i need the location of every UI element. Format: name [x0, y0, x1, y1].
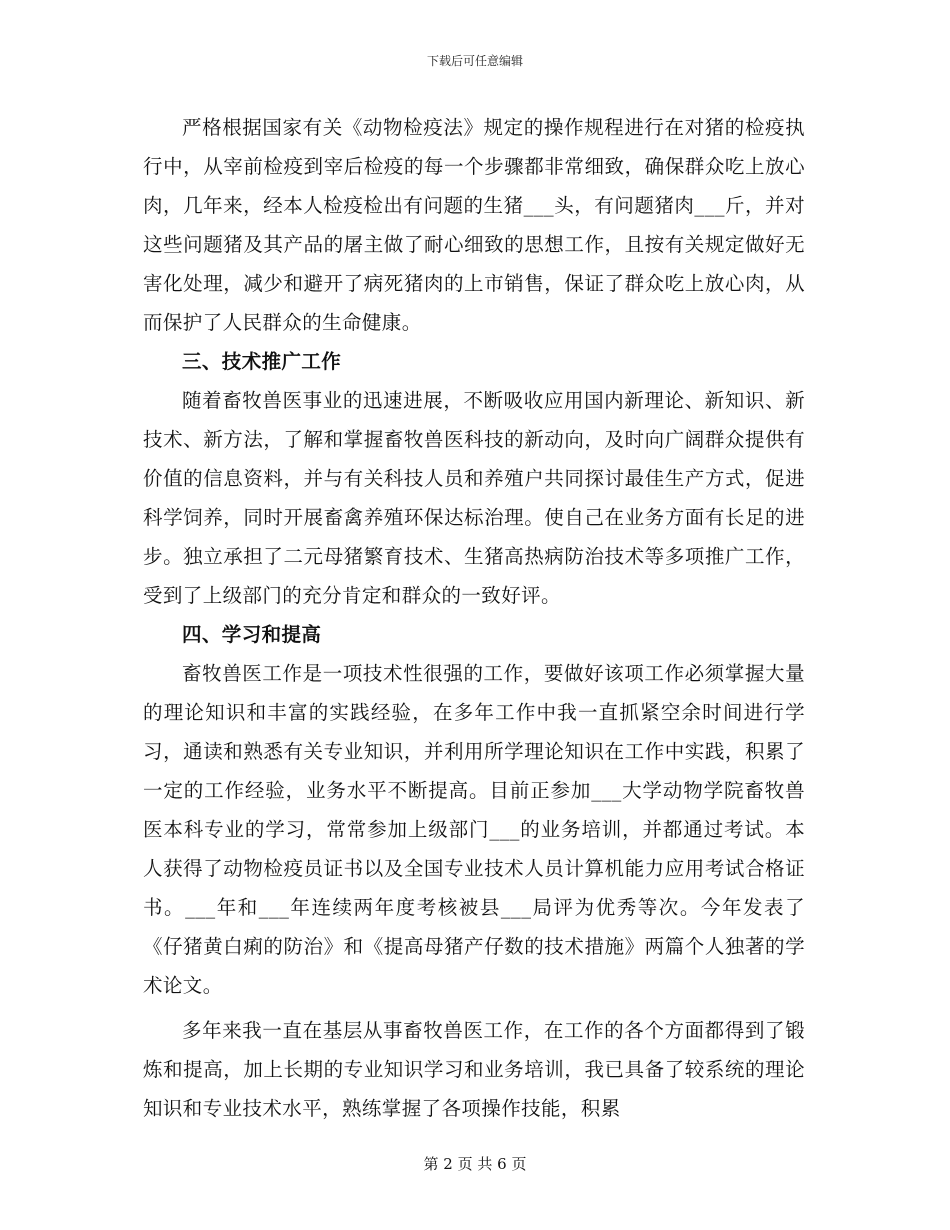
section-heading-study: 四、学习和提高: [182, 623, 322, 646]
paragraph-summary: 多年来我一直在基层从事畜牧兽医工作，在工作的各个方面都得到了锻炼和提高，加上长期的专业知识学习和业务培训，我已具备了较系统的理论知识和专业技术水平，熟练掌握了各项操作技能，积累: [143, 1019, 805, 1120]
section-heading-tech-promotion: 三、技术推广工作: [182, 350, 342, 373]
page-footer: 第 2 页 共 6 页: [423, 1155, 527, 1173]
page-header: 下载后可任意编辑: [426, 54, 523, 68]
paragraph-quarantine: 严格根据国家有关《动物检疫法》规定的操作规程进行在对猪的检疫执行中，从宰前检疫到宰后检疫的每一个步骤都非常细致，确保群众吃上放心肉，几年来，经本人检疫检出有问题的生猪___头，有问题猪肉___斤，并对这些问题猪及其产品的屠主做了耐心细致的思想工作，且按有关规定做好无害化处理，减少和避开了病死猪肉的上市销售，保证了群众吃上放心肉，从而保护了人民群众的生命健康。: [143, 116, 805, 334]
paragraph-study: 畜牧兽医工作是一项技术性很强的工作，要做好该项工作必须掌握大量的理论知识和丰富的实践经验，在多年工作中我一直抓紧空余时间进行学习，通读和熟悉有关专业知识，并利用所学理论知识在工作中实践，积累了一定的工作经验，业务水平不断提高。目前正参加___大学动物学院畜牧兽医本科专业的学习，常常参加上级部门___的业务培训，并都通过考试。本人获得了动物检疫员证书以及全国专业技术人员计算机能力应用考试合格证书。___年和___年连续两年度考核被县___局评为优秀等次。今年发表了《仔猪黄白痢的防治》和《提高母猪产仔数的技术措施》两篇个人独著的学术论文。: [143, 662, 805, 997]
document-body: [143, 108, 805, 1128]
paragraph-tech-promotion: 随着畜牧兽医事业的迅速进展，不断吸收应用国内新理论、新知识、新技术、新方法，了解和掌握畜牧兽医科技的新动向，及时向广阔群众提供有价值的信息资料，并与有关科技人员和养殖户共同探讨最佳生产方式，促进科学饲养，同时开展畜禽养殖环保达标治理。使自己在业务方面有长足的进步。独立承担了二元母猪繁育技术、生猪高热病防治技术等多项推广工作，受到了上级部门的充分肯定和群众的一致好评。: [143, 389, 805, 607]
